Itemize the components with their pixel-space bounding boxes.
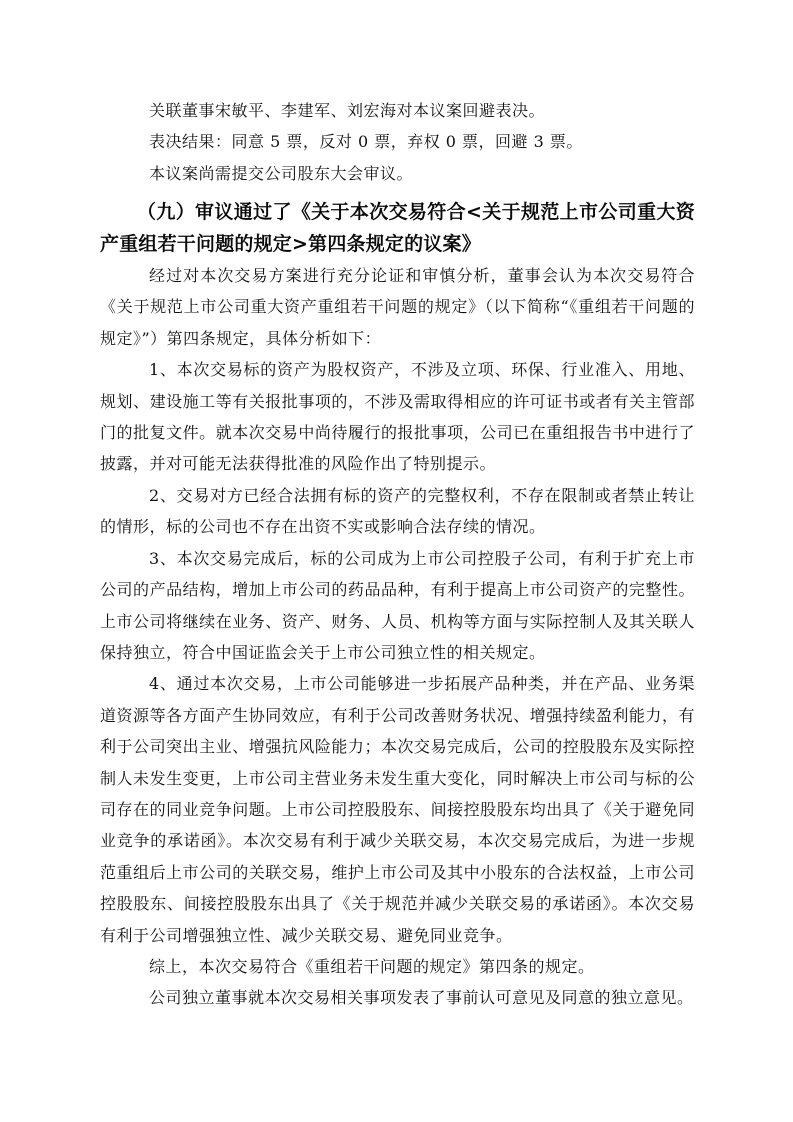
analysis-intro-paragraph: 经过对本次交易方案进行充分论证和审慎分析，董事会认为本次交易符合《关于规范上市公司重大资产重组若干问题的规定》（以下简称“《重组若干问题的规定》”）第四条规定，具体分析如下： (100, 266, 695, 348)
analysis-point-2: 2、交易对方已经合法拥有标的资产的完整权利，不存在限制或者禁止转让的情形，标的公司也不存在出资不实或影响合法存续的情况。 (100, 485, 695, 537)
recusal-statement: 关联董事宋敏平、李建军、刘宏海对本议案回避表决。 (149, 101, 546, 120)
shareholder-submission-statement: 本议案尚需提交公司股东大会审议。 (149, 163, 414, 183)
analysis-point-1: 1、本次交易标的资产为股权资产，不涉及立项、环保、行业准入、用地、规划、建设施工等有关报批事项的，不涉及需取得相应的许可证书或者有关主管部门的批复文件。就本次交易中尚待履行的报批事项，公司已在重组报告书中进行了披露，并对可能无法获得批准的风险作出了特别提示。 (100, 360, 695, 474)
conclusion-statement: 综上，本次交易符合《重组若干问题的规定》第四条的规定。 (149, 956, 595, 976)
independent-directors-statement: 公司独立董事就本次交易相关事项发表了事前认可意见及同意的独立意见。 (149, 988, 694, 1008)
document-body (100, 95, 695, 1014)
analysis-point-4: 4、通过本次交易，上市公司能够进一步拓展产品种类，并在产品、业务渠道资源等各方面产生协同效应，有利于公司改善财务状况、增强持续盈利能力，有利于公司突出主业、增强抗风险能力；本次交易完成后，公司的控股股东及实际控制人未发生变更，上市公司主营业务未发生重大变化，同时解决上市公司与标的公司存在的同业竞争问题。上市公司控股股东、间接控股股东均出具了《关于避免同业竞争的承诺函》。本次交易有利于减少关联交易，本次交易完成后，为进一步规范重组后上市公司的关联交易，维护上市公司及其中小股东的合法权益，上市公司控股股东、间接控股股东出具了《关于规范并减少关联交易的承诺函》。本次交易有利于公司增强独立性、减少关联交易、避免同业竞争。 (100, 674, 695, 945)
section-heading-item-nine: （九）审议通过了《关于本次交易符合<关于规范上市公司重大资产重组若干问题的规定>第四条规定的议案》 (100, 201, 695, 255)
analysis-point-3: 3、本次交易完成后，标的公司成为上市公司控股子公司，有利于扩充上市公司的产品结构，增加上市公司的药品品种，有利于提高上市公司资产的完整性。上市公司将继续在业务、资产、财务、人员、机构等方面与实际控制人及其关联人保持独立，符合中国证监会关于上市公司独立性的相关规定。 (100, 548, 695, 662)
vote-result-statement: 表决结果：同意 5 票，反对 0 票，弃权 0 票，回避 3 票。 (149, 132, 583, 152)
